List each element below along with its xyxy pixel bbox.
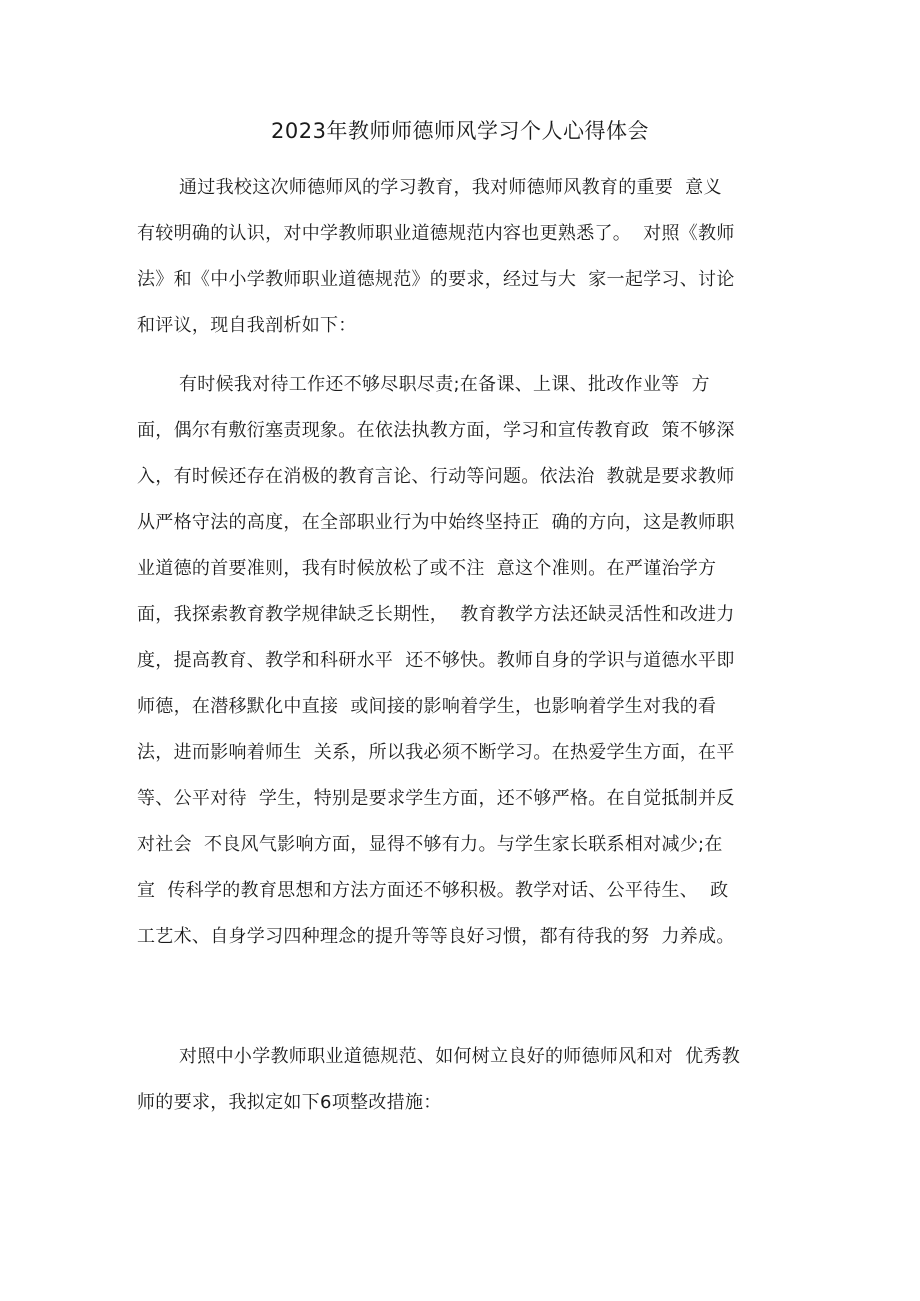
paragraph-line: 师德，在潜移默化中直接 或间接的影响着学生，也影响着学生对我的看 xyxy=(137,696,717,717)
paragraph-line: 有时候我对待工作还不够尽职尽责;在备课、上课、批改作业等 方 xyxy=(179,374,710,395)
paragraph-3 xyxy=(137,1034,797,1126)
paragraph-2 xyxy=(137,362,797,960)
paragraph-line: 通过我校这次师德师风的学习教育，我对师德师风教育的重要 意义 xyxy=(179,177,722,198)
paragraph-line: 法，进而影响着师生 关系，所以我必须不断学习。在热爱学生方面，在平 xyxy=(137,742,735,763)
paragraph-line: 和评议，现自我剖析如下： xyxy=(137,315,357,336)
paragraph-line: 面，我探索教育教学规律缺乏长期性， 教育教学方法还缺灵活性和改进力 xyxy=(137,604,735,625)
paragraph-line: 对照中小学教师职业道德规范、如何树立良好的师德师风和对 优秀教 xyxy=(179,1046,741,1067)
paragraph-line: 有较明确的认识，对中学教师职业道德规范内容也更熟悉了。 对照《教师 xyxy=(137,223,735,244)
paragraph-line: 等、公平对待 学生，特别是要求学生方面，还不够严格。在自觉抵制并反 xyxy=(137,788,735,809)
paragraph-line: 师的要求，我拟定如下6项整改措施： xyxy=(137,1092,442,1113)
paragraph-line: 法》和《中小学教师职业道德规范》的要求，经过与大 家一起学习、讨论 xyxy=(137,269,735,290)
paragraph-line: 面，偶尔有敷衍塞责现象。在依法执教方面，学习和宣传教育政 策不够深 xyxy=(137,420,735,441)
paragraph-line: 度，提高教育、教学和科研水平 还不够快。教师自身的学识与道德水平即 xyxy=(137,650,735,671)
paragraph-line: 入，有时候还存在消极的教育言论、行动等问题。依法治 教就是要求教师 xyxy=(137,466,735,487)
paragraph-1 xyxy=(137,165,797,349)
paragraph-line: 对社会 不良风气影响方面，显得不够有力。与学生家长联系相对减少;在 xyxy=(137,834,723,855)
document-title: 2023年教师师德师风学习个人心得体会 xyxy=(271,119,649,143)
paragraph-line: 业道德的首要准则，我有时候放松了或不注 意这个准则。在严谨治学方 xyxy=(137,558,717,579)
paragraph-line: 工艺术、自身学习四种理念的提升等等良好习惯，都有待我的努 力养成。 xyxy=(137,926,735,947)
paragraph-line: 宣 传科学的教育思想和方法方面还不够积极。教学对话、公平待生、 政 xyxy=(137,880,729,901)
paragraph-line: 从严格守法的高度，在全部职业行为中始终坚持正 确的方向，这是教师职 xyxy=(137,512,735,533)
